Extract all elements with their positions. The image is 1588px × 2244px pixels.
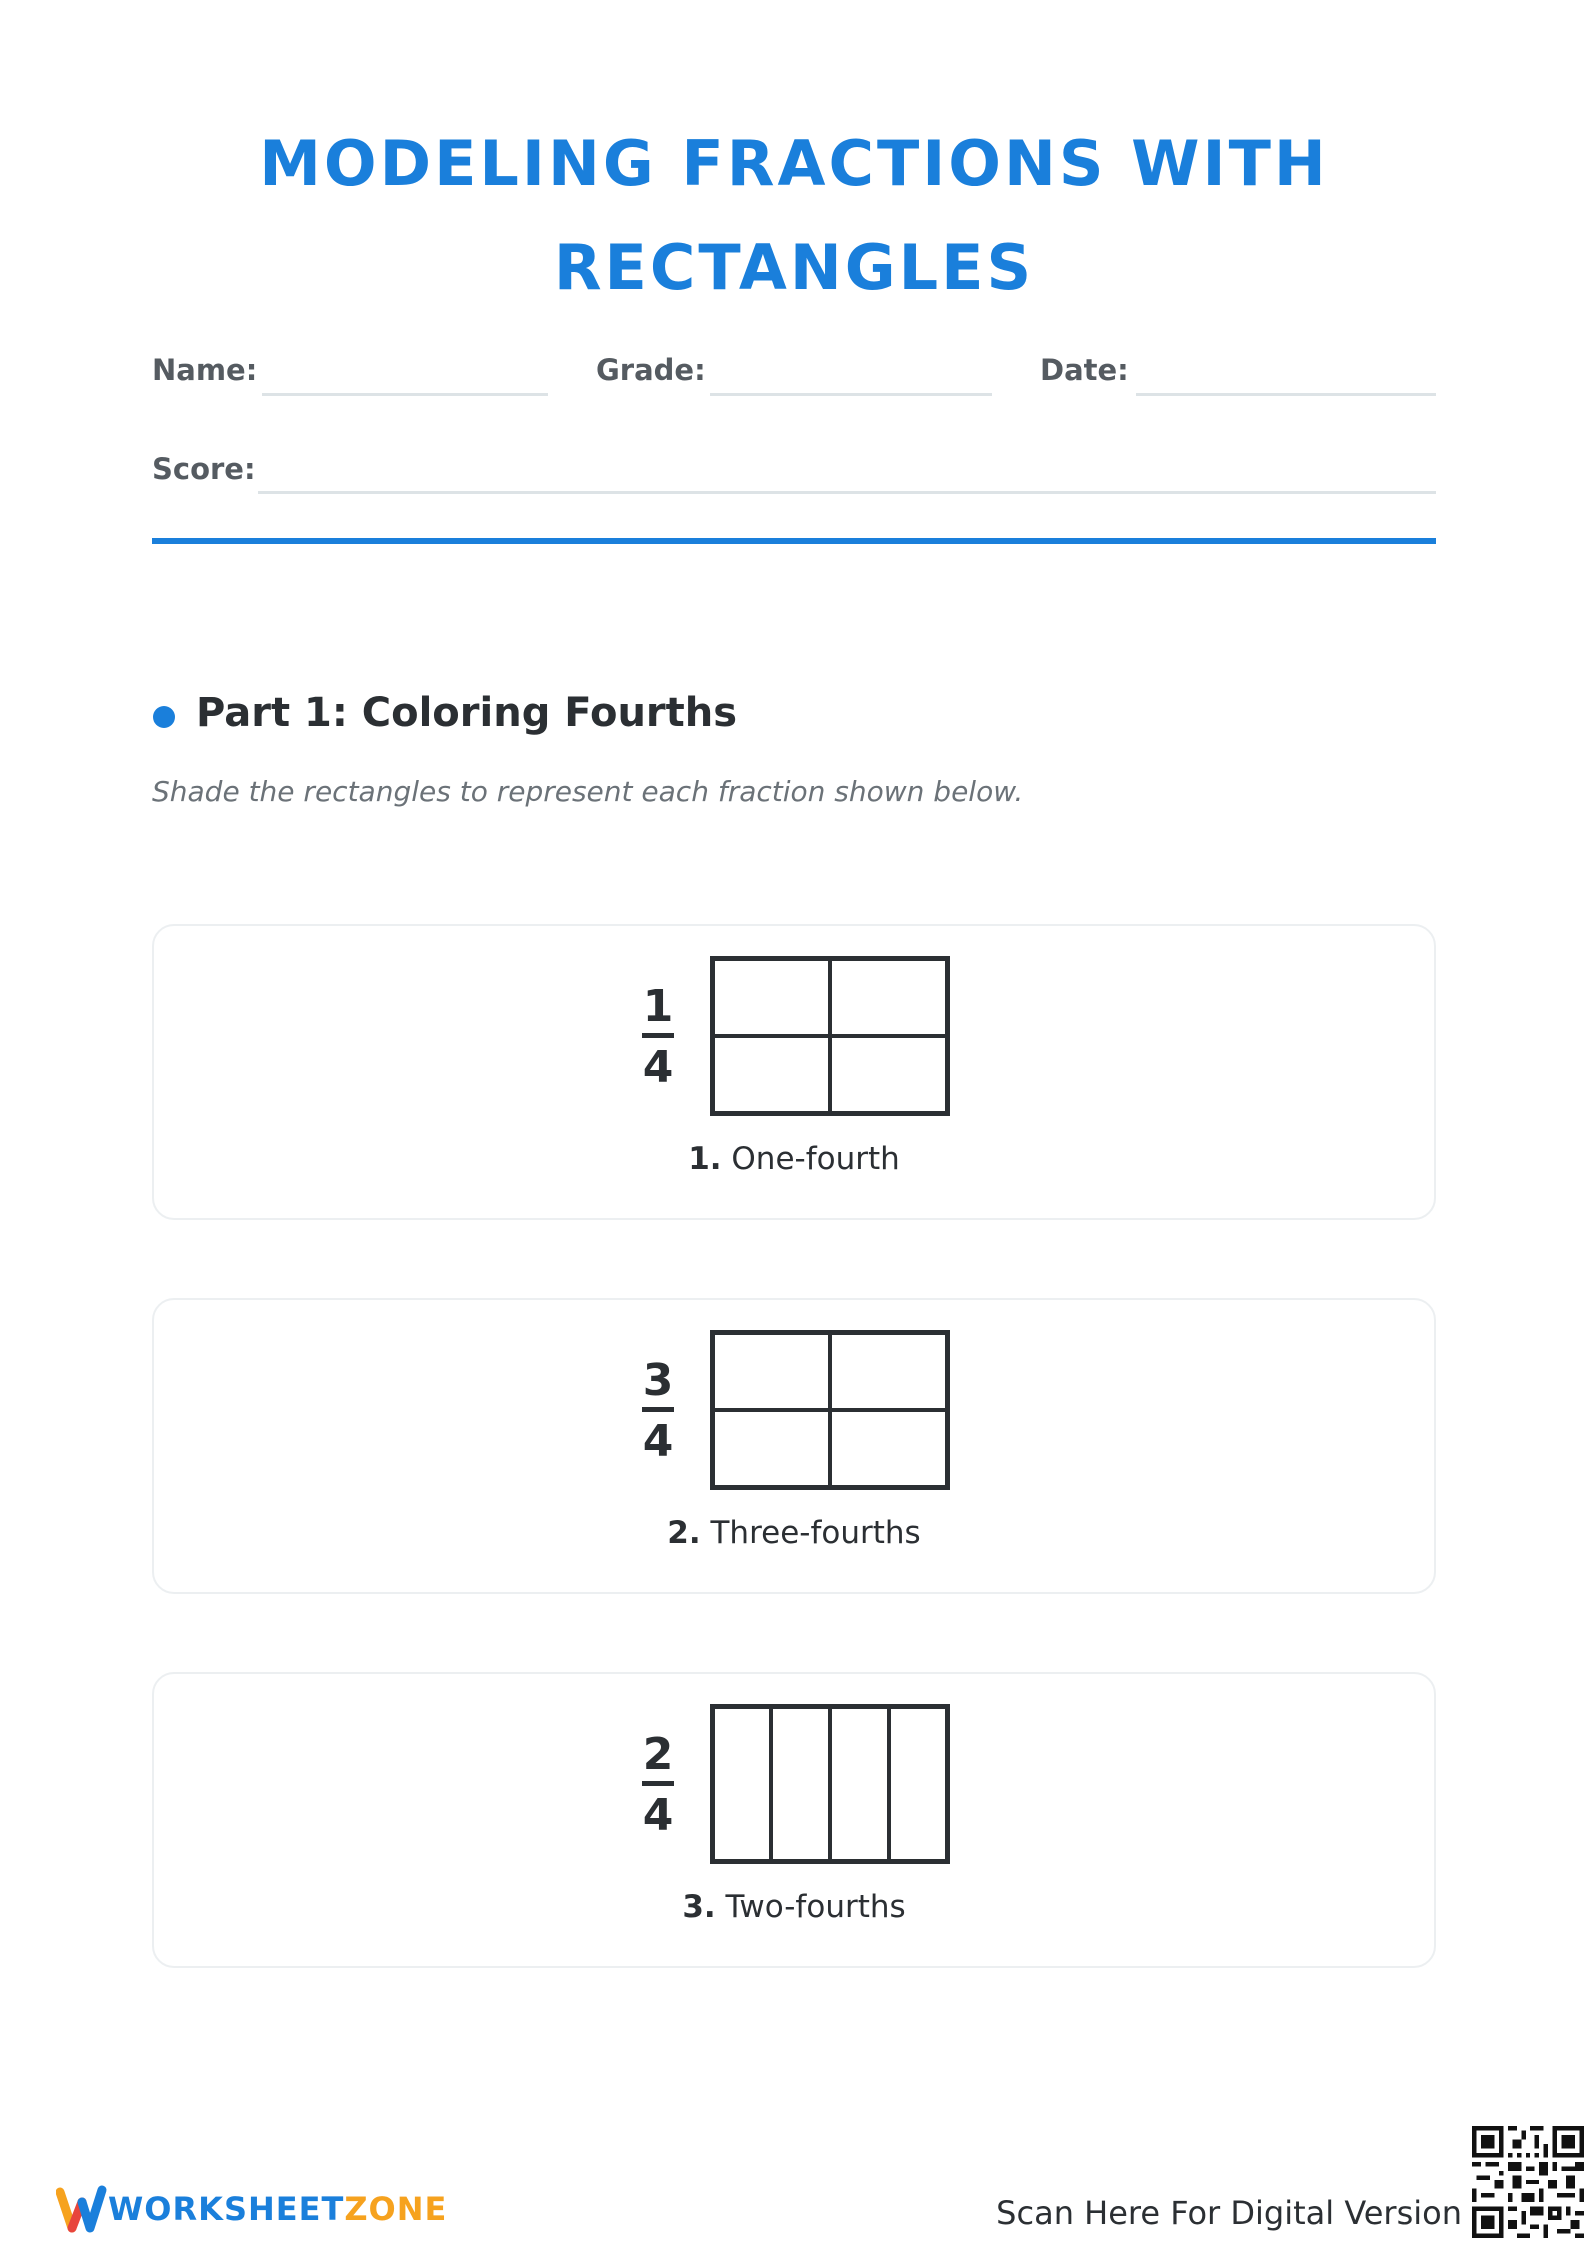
score-field[interactable] [258,491,1436,494]
section-instructions: Shade the rectangles to represent each fraction shown below. [152,775,1024,808]
scan-instruction: Scan Here For Digital Version [996,2194,1462,2232]
fraction-denominator: 4 [642,1790,674,1841]
grade-label: Grade: [596,353,706,387]
rectangle-grid-2x2[interactable] [710,956,950,1116]
name-label: Name: [152,353,258,387]
rectangle-grid-1x4[interactable] [710,1704,950,1864]
fraction-numerator: 2 [642,1729,674,1780]
fraction-numerator: 1 [642,981,674,1032]
header-divider [152,538,1436,544]
fraction-label [636,1355,680,1472]
worksheetzone-logo-icon [56,2182,108,2236]
fraction-denominator: 4 [642,1042,674,1093]
problem-label: Three-fourths [710,1515,921,1551]
fraction-label [636,981,680,1098]
fraction-numerator: 3 [642,1355,674,1406]
problem-card-1 [152,924,1436,1220]
problem-caption [154,1141,1434,1177]
qr-code-icon[interactable] [1472,2126,1584,2238]
fraction-label [636,1729,680,1846]
rectangle-grid-2x2[interactable] [710,1330,950,1490]
problem-label: One-fourth [731,1141,900,1177]
date-field[interactable] [1136,393,1436,396]
problem-number: 2. [667,1515,701,1551]
section-title: Part 1: Coloring Fourths [196,690,738,736]
grade-field[interactable] [710,393,992,396]
score-label: Score: [152,452,256,486]
problem-caption [154,1889,1434,1925]
problem-number: 1. [688,1141,722,1177]
brand-name-part2: ZONE [344,2190,448,2228]
problem-label: Two-fourths [725,1889,906,1925]
fraction-denominator: 4 [642,1416,674,1467]
problem-caption [154,1515,1434,1551]
brand-name-part1: WORKSHEET [108,2190,345,2228]
worksheet-title: MODELING FRACTIONS WITH RECTANGLES [259,127,1329,304]
name-field[interactable] [262,393,548,396]
problem-card-3 [152,1672,1436,1968]
date-label: Date: [1040,353,1129,387]
problem-card-2 [152,1298,1436,1594]
section-bullet-icon [153,706,175,728]
brand-name [108,2190,447,2228]
problem-number: 3. [682,1889,716,1925]
